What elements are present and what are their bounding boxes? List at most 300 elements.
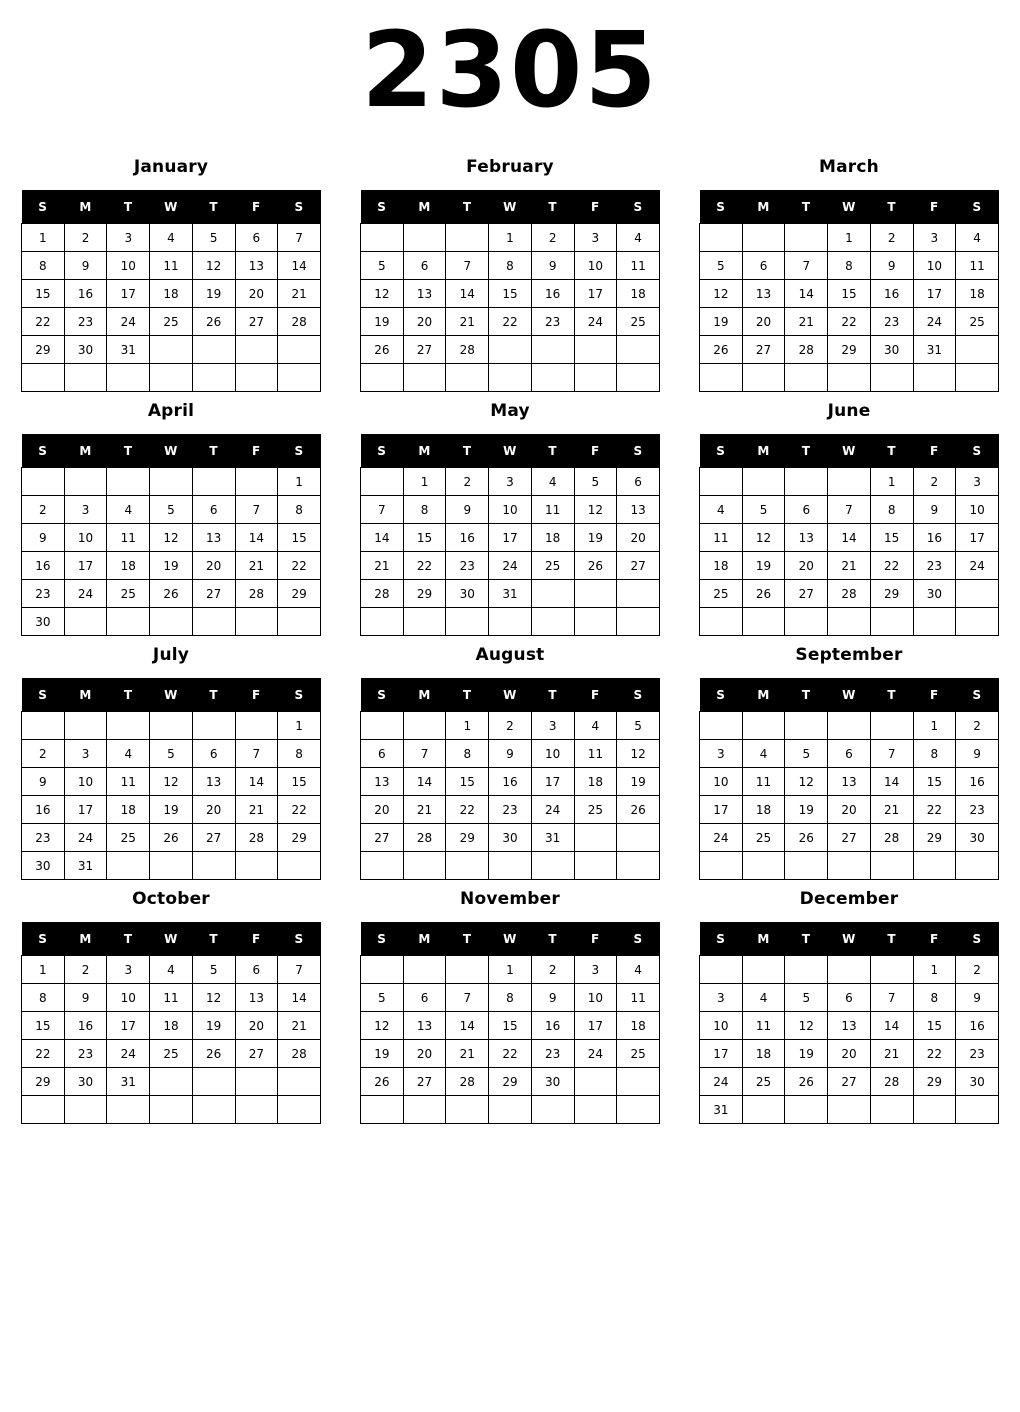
day-cell[interactable]: 7 xyxy=(828,496,871,524)
day-cell[interactable]: 30 xyxy=(22,852,65,880)
day-cell[interactable]: 2 xyxy=(913,468,956,496)
day-cell[interactable]: 17 xyxy=(107,1012,150,1040)
day-cell[interactable]: 10 xyxy=(956,496,999,524)
day-cell[interactable]: 21 xyxy=(870,796,913,824)
day-cell[interactable]: 14 xyxy=(870,768,913,796)
day-cell[interactable]: 15 xyxy=(278,768,321,796)
day-cell[interactable]: 28 xyxy=(870,1068,913,1096)
day-cell[interactable]: 15 xyxy=(22,1012,65,1040)
day-cell[interactable]: 17 xyxy=(574,1012,617,1040)
day-cell[interactable]: 1 xyxy=(489,956,532,984)
day-cell[interactable]: 17 xyxy=(913,280,956,308)
day-cell[interactable]: 27 xyxy=(235,308,278,336)
day-cell[interactable]: 13 xyxy=(403,280,446,308)
day-cell[interactable]: 18 xyxy=(107,552,150,580)
day-cell[interactable]: 10 xyxy=(574,252,617,280)
day-cell[interactable]: 31 xyxy=(107,1068,150,1096)
day-cell[interactable]: 9 xyxy=(870,252,913,280)
day-cell[interactable]: 25 xyxy=(617,1040,660,1068)
day-cell[interactable]: 28 xyxy=(446,336,489,364)
day-cell[interactable]: 20 xyxy=(828,1040,871,1068)
day-cell[interactable]: 5 xyxy=(192,956,235,984)
day-cell[interactable]: 31 xyxy=(913,336,956,364)
day-cell[interactable]: 20 xyxy=(192,796,235,824)
day-cell[interactable]: 5 xyxy=(700,252,743,280)
day-cell[interactable]: 18 xyxy=(956,280,999,308)
day-cell[interactable]: 20 xyxy=(828,796,871,824)
day-cell[interactable]: 28 xyxy=(235,580,278,608)
day-cell[interactable]: 17 xyxy=(531,768,574,796)
day-cell[interactable]: 21 xyxy=(446,308,489,336)
day-cell[interactable]: 20 xyxy=(235,1012,278,1040)
day-cell[interactable]: 27 xyxy=(785,580,828,608)
day-cell[interactable]: 28 xyxy=(446,1068,489,1096)
day-cell[interactable]: 2 xyxy=(531,956,574,984)
day-cell[interactable]: 4 xyxy=(574,712,617,740)
day-cell[interactable]: 13 xyxy=(235,252,278,280)
day-cell[interactable]: 13 xyxy=(403,1012,446,1040)
day-cell[interactable]: 24 xyxy=(489,552,532,580)
day-cell[interactable]: 1 xyxy=(278,468,321,496)
day-cell[interactable]: 25 xyxy=(107,824,150,852)
day-cell[interactable]: 13 xyxy=(785,524,828,552)
day-cell[interactable]: 23 xyxy=(531,1040,574,1068)
day-cell[interactable]: 8 xyxy=(278,740,321,768)
day-cell[interactable]: 26 xyxy=(574,552,617,580)
day-cell[interactable]: 2 xyxy=(64,224,107,252)
day-cell[interactable]: 27 xyxy=(192,824,235,852)
day-cell[interactable]: 28 xyxy=(870,824,913,852)
day-cell[interactable]: 23 xyxy=(64,1040,107,1068)
day-cell[interactable]: 6 xyxy=(403,252,446,280)
day-cell[interactable]: 30 xyxy=(64,336,107,364)
day-cell[interactable]: 21 xyxy=(403,796,446,824)
day-cell[interactable]: 1 xyxy=(278,712,321,740)
day-cell[interactable]: 14 xyxy=(361,524,404,552)
day-cell[interactable]: 29 xyxy=(278,580,321,608)
day-cell[interactable]: 29 xyxy=(913,824,956,852)
day-cell[interactable]: 6 xyxy=(403,984,446,1012)
day-cell[interactable]: 4 xyxy=(742,984,785,1012)
day-cell[interactable]: 26 xyxy=(700,336,743,364)
day-cell[interactable]: 24 xyxy=(574,1040,617,1068)
day-cell[interactable]: 20 xyxy=(235,280,278,308)
day-cell[interactable]: 18 xyxy=(107,796,150,824)
day-cell[interactable]: 19 xyxy=(150,796,193,824)
day-cell[interactable]: 11 xyxy=(742,1012,785,1040)
day-cell[interactable]: 11 xyxy=(742,768,785,796)
day-cell[interactable]: 22 xyxy=(22,1040,65,1068)
day-cell[interactable]: 9 xyxy=(22,768,65,796)
day-cell[interactable]: 25 xyxy=(742,1068,785,1096)
day-cell[interactable]: 8 xyxy=(22,984,65,1012)
day-cell[interactable]: 8 xyxy=(489,252,532,280)
day-cell[interactable]: 9 xyxy=(64,984,107,1012)
day-cell[interactable]: 9 xyxy=(64,252,107,280)
day-cell[interactable]: 24 xyxy=(913,308,956,336)
day-cell[interactable]: 20 xyxy=(785,552,828,580)
day-cell[interactable]: 22 xyxy=(489,1040,532,1068)
day-cell[interactable]: 11 xyxy=(531,496,574,524)
day-cell[interactable]: 12 xyxy=(192,252,235,280)
day-cell[interactable]: 12 xyxy=(361,1012,404,1040)
day-cell[interactable]: 22 xyxy=(828,308,871,336)
day-cell[interactable]: 18 xyxy=(742,1040,785,1068)
day-cell[interactable]: 10 xyxy=(700,768,743,796)
day-cell[interactable]: 25 xyxy=(700,580,743,608)
day-cell[interactable]: 23 xyxy=(531,308,574,336)
day-cell[interactable]: 3 xyxy=(489,468,532,496)
day-cell[interactable]: 19 xyxy=(742,552,785,580)
day-cell[interactable]: 28 xyxy=(828,580,871,608)
day-cell[interactable]: 7 xyxy=(403,740,446,768)
day-cell[interactable]: 29 xyxy=(828,336,871,364)
day-cell[interactable]: 4 xyxy=(150,224,193,252)
day-cell[interactable]: 15 xyxy=(403,524,446,552)
day-cell[interactable]: 15 xyxy=(278,524,321,552)
day-cell[interactable]: 31 xyxy=(64,852,107,880)
day-cell[interactable]: 28 xyxy=(235,824,278,852)
day-cell[interactable]: 14 xyxy=(446,1012,489,1040)
day-cell[interactable]: 25 xyxy=(742,824,785,852)
day-cell[interactable]: 17 xyxy=(107,280,150,308)
day-cell[interactable]: 12 xyxy=(617,740,660,768)
day-cell[interactable]: 19 xyxy=(785,796,828,824)
day-cell[interactable]: 10 xyxy=(64,768,107,796)
day-cell[interactable]: 31 xyxy=(107,336,150,364)
day-cell[interactable]: 9 xyxy=(489,740,532,768)
day-cell[interactable]: 4 xyxy=(150,956,193,984)
day-cell[interactable]: 4 xyxy=(742,740,785,768)
day-cell[interactable]: 8 xyxy=(278,496,321,524)
day-cell[interactable]: 3 xyxy=(64,740,107,768)
day-cell[interactable]: 13 xyxy=(742,280,785,308)
day-cell[interactable]: 22 xyxy=(403,552,446,580)
day-cell[interactable]: 2 xyxy=(489,712,532,740)
day-cell[interactable]: 29 xyxy=(446,824,489,852)
day-cell[interactable]: 21 xyxy=(235,552,278,580)
day-cell[interactable]: 28 xyxy=(361,580,404,608)
day-cell[interactable]: 1 xyxy=(913,712,956,740)
day-cell[interactable]: 22 xyxy=(278,796,321,824)
day-cell[interactable]: 14 xyxy=(278,252,321,280)
day-cell[interactable]: 28 xyxy=(278,1040,321,1068)
day-cell[interactable]: 17 xyxy=(956,524,999,552)
day-cell[interactable]: 11 xyxy=(617,252,660,280)
day-cell[interactable]: 15 xyxy=(22,280,65,308)
day-cell[interactable]: 8 xyxy=(913,984,956,1012)
day-cell[interactable]: 7 xyxy=(870,984,913,1012)
day-cell[interactable]: 18 xyxy=(531,524,574,552)
day-cell[interactable]: 7 xyxy=(446,252,489,280)
day-cell[interactable]: 15 xyxy=(913,768,956,796)
day-cell[interactable]: 1 xyxy=(913,956,956,984)
day-cell[interactable]: 1 xyxy=(489,224,532,252)
day-cell[interactable]: 16 xyxy=(531,280,574,308)
day-cell[interactable]: 16 xyxy=(870,280,913,308)
day-cell[interactable]: 27 xyxy=(828,824,871,852)
day-cell[interactable]: 28 xyxy=(785,336,828,364)
day-cell[interactable]: 27 xyxy=(828,1068,871,1096)
day-cell[interactable]: 13 xyxy=(192,524,235,552)
day-cell[interactable]: 1 xyxy=(828,224,871,252)
day-cell[interactable]: 18 xyxy=(574,768,617,796)
day-cell[interactable]: 7 xyxy=(235,740,278,768)
day-cell[interactable]: 19 xyxy=(192,280,235,308)
day-cell[interactable]: 7 xyxy=(870,740,913,768)
day-cell[interactable]: 29 xyxy=(913,1068,956,1096)
day-cell[interactable]: 20 xyxy=(617,524,660,552)
day-cell[interactable]: 27 xyxy=(617,552,660,580)
day-cell[interactable]: 29 xyxy=(403,580,446,608)
day-cell[interactable]: 6 xyxy=(192,740,235,768)
day-cell[interactable]: 25 xyxy=(531,552,574,580)
day-cell[interactable]: 24 xyxy=(700,1068,743,1096)
day-cell[interactable]: 24 xyxy=(574,308,617,336)
day-cell[interactable]: 30 xyxy=(22,608,65,636)
day-cell[interactable]: 23 xyxy=(956,796,999,824)
day-cell[interactable]: 11 xyxy=(956,252,999,280)
day-cell[interactable]: 3 xyxy=(956,468,999,496)
day-cell[interactable]: 23 xyxy=(956,1040,999,1068)
day-cell[interactable]: 11 xyxy=(107,768,150,796)
day-cell[interactable]: 28 xyxy=(403,824,446,852)
day-cell[interactable]: 16 xyxy=(446,524,489,552)
day-cell[interactable]: 10 xyxy=(700,1012,743,1040)
day-cell[interactable]: 19 xyxy=(785,1040,828,1068)
day-cell[interactable]: 16 xyxy=(956,768,999,796)
day-cell[interactable]: 29 xyxy=(22,1068,65,1096)
day-cell[interactable]: 17 xyxy=(489,524,532,552)
day-cell[interactable]: 22 xyxy=(22,308,65,336)
day-cell[interactable]: 6 xyxy=(235,224,278,252)
day-cell[interactable]: 14 xyxy=(278,984,321,1012)
day-cell[interactable]: 15 xyxy=(913,1012,956,1040)
day-cell[interactable]: 10 xyxy=(107,984,150,1012)
day-cell[interactable]: 21 xyxy=(278,1012,321,1040)
day-cell[interactable]: 6 xyxy=(785,496,828,524)
day-cell[interactable]: 9 xyxy=(956,984,999,1012)
day-cell[interactable]: 4 xyxy=(531,468,574,496)
day-cell[interactable]: 10 xyxy=(913,252,956,280)
day-cell[interactable]: 26 xyxy=(192,308,235,336)
day-cell[interactable]: 3 xyxy=(107,224,150,252)
day-cell[interactable]: 19 xyxy=(361,1040,404,1068)
day-cell[interactable]: 30 xyxy=(870,336,913,364)
day-cell[interactable]: 5 xyxy=(361,984,404,1012)
day-cell[interactable]: 16 xyxy=(531,1012,574,1040)
day-cell[interactable]: 22 xyxy=(913,1040,956,1068)
day-cell[interactable]: 3 xyxy=(700,740,743,768)
day-cell[interactable]: 4 xyxy=(617,224,660,252)
day-cell[interactable]: 24 xyxy=(64,580,107,608)
day-cell[interactable]: 12 xyxy=(192,984,235,1012)
day-cell[interactable]: 26 xyxy=(785,824,828,852)
day-cell[interactable]: 2 xyxy=(64,956,107,984)
day-cell[interactable]: 2 xyxy=(531,224,574,252)
day-cell[interactable]: 23 xyxy=(22,580,65,608)
day-cell[interactable]: 12 xyxy=(785,1012,828,1040)
day-cell[interactable]: 5 xyxy=(742,496,785,524)
day-cell[interactable]: 9 xyxy=(956,740,999,768)
day-cell[interactable]: 26 xyxy=(742,580,785,608)
day-cell[interactable]: 16 xyxy=(913,524,956,552)
day-cell[interactable]: 13 xyxy=(192,768,235,796)
day-cell[interactable]: 6 xyxy=(192,496,235,524)
day-cell[interactable]: 14 xyxy=(403,768,446,796)
day-cell[interactable]: 14 xyxy=(785,280,828,308)
day-cell[interactable]: 11 xyxy=(150,252,193,280)
day-cell[interactable]: 4 xyxy=(107,740,150,768)
day-cell[interactable]: 18 xyxy=(150,1012,193,1040)
day-cell[interactable]: 8 xyxy=(489,984,532,1012)
day-cell[interactable]: 30 xyxy=(446,580,489,608)
day-cell[interactable]: 9 xyxy=(22,524,65,552)
day-cell[interactable]: 11 xyxy=(107,524,150,552)
day-cell[interactable]: 17 xyxy=(64,796,107,824)
day-cell[interactable]: 16 xyxy=(22,552,65,580)
day-cell[interactable]: 8 xyxy=(828,252,871,280)
day-cell[interactable]: 5 xyxy=(150,496,193,524)
day-cell[interactable]: 21 xyxy=(278,280,321,308)
day-cell[interactable]: 24 xyxy=(64,824,107,852)
day-cell[interactable]: 29 xyxy=(870,580,913,608)
day-cell[interactable]: 19 xyxy=(150,552,193,580)
day-cell[interactable]: 12 xyxy=(574,496,617,524)
day-cell[interactable]: 19 xyxy=(617,768,660,796)
day-cell[interactable]: 24 xyxy=(107,1040,150,1068)
day-cell[interactable]: 15 xyxy=(489,280,532,308)
day-cell[interactable]: 13 xyxy=(828,768,871,796)
day-cell[interactable]: 21 xyxy=(361,552,404,580)
day-cell[interactable]: 3 xyxy=(64,496,107,524)
day-cell[interactable]: 1 xyxy=(870,468,913,496)
day-cell[interactable]: 1 xyxy=(22,956,65,984)
day-cell[interactable]: 10 xyxy=(531,740,574,768)
day-cell[interactable]: 3 xyxy=(700,984,743,1012)
day-cell[interactable]: 5 xyxy=(192,224,235,252)
day-cell[interactable]: 8 xyxy=(22,252,65,280)
day-cell[interactable]: 22 xyxy=(278,552,321,580)
day-cell[interactable]: 25 xyxy=(956,308,999,336)
day-cell[interactable]: 11 xyxy=(574,740,617,768)
day-cell[interactable]: 31 xyxy=(700,1096,743,1124)
day-cell[interactable]: 17 xyxy=(700,796,743,824)
day-cell[interactable]: 28 xyxy=(278,308,321,336)
day-cell[interactable]: 23 xyxy=(489,796,532,824)
day-cell[interactable]: 26 xyxy=(192,1040,235,1068)
day-cell[interactable]: 13 xyxy=(617,496,660,524)
day-cell[interactable]: 29 xyxy=(489,1068,532,1096)
day-cell[interactable]: 9 xyxy=(531,252,574,280)
day-cell[interactable]: 2 xyxy=(956,712,999,740)
day-cell[interactable]: 1 xyxy=(22,224,65,252)
day-cell[interactable]: 21 xyxy=(235,796,278,824)
day-cell[interactable]: 14 xyxy=(446,280,489,308)
day-cell[interactable]: 30 xyxy=(531,1068,574,1096)
day-cell[interactable]: 17 xyxy=(700,1040,743,1068)
day-cell[interactable]: 27 xyxy=(361,824,404,852)
day-cell[interactable]: 27 xyxy=(742,336,785,364)
day-cell[interactable]: 8 xyxy=(913,740,956,768)
day-cell[interactable]: 7 xyxy=(278,224,321,252)
day-cell[interactable]: 30 xyxy=(956,824,999,852)
day-cell[interactable]: 21 xyxy=(446,1040,489,1068)
day-cell[interactable]: 4 xyxy=(107,496,150,524)
day-cell[interactable]: 12 xyxy=(700,280,743,308)
day-cell[interactable]: 31 xyxy=(489,580,532,608)
day-cell[interactable]: 25 xyxy=(150,1040,193,1068)
day-cell[interactable]: 27 xyxy=(403,1068,446,1096)
day-cell[interactable]: 26 xyxy=(617,796,660,824)
day-cell[interactable]: 11 xyxy=(150,984,193,1012)
day-cell[interactable]: 21 xyxy=(828,552,871,580)
day-cell[interactable]: 18 xyxy=(742,796,785,824)
day-cell[interactable]: 9 xyxy=(446,496,489,524)
day-cell[interactable]: 22 xyxy=(489,308,532,336)
day-cell[interactable]: 12 xyxy=(742,524,785,552)
day-cell[interactable]: 5 xyxy=(361,252,404,280)
day-cell[interactable]: 10 xyxy=(574,984,617,1012)
day-cell[interactable]: 23 xyxy=(446,552,489,580)
day-cell[interactable]: 19 xyxy=(361,308,404,336)
day-cell[interactable]: 17 xyxy=(64,552,107,580)
day-cell[interactable]: 5 xyxy=(574,468,617,496)
day-cell[interactable]: 24 xyxy=(956,552,999,580)
day-cell[interactable]: 26 xyxy=(150,824,193,852)
day-cell[interactable]: 14 xyxy=(235,524,278,552)
day-cell[interactable]: 18 xyxy=(617,1012,660,1040)
day-cell[interactable]: 6 xyxy=(828,740,871,768)
day-cell[interactable]: 1 xyxy=(446,712,489,740)
day-cell[interactable]: 15 xyxy=(828,280,871,308)
day-cell[interactable]: 27 xyxy=(403,336,446,364)
day-cell[interactable]: 3 xyxy=(574,956,617,984)
day-cell[interactable]: 21 xyxy=(870,1040,913,1068)
day-cell[interactable]: 7 xyxy=(235,496,278,524)
day-cell[interactable]: 24 xyxy=(531,796,574,824)
day-cell[interactable]: 3 xyxy=(913,224,956,252)
day-cell[interactable]: 17 xyxy=(574,280,617,308)
day-cell[interactable]: 4 xyxy=(617,956,660,984)
day-cell[interactable]: 16 xyxy=(64,280,107,308)
day-cell[interactable]: 12 xyxy=(150,524,193,552)
day-cell[interactable]: 11 xyxy=(617,984,660,1012)
day-cell[interactable]: 25 xyxy=(107,580,150,608)
day-cell[interactable]: 7 xyxy=(785,252,828,280)
day-cell[interactable]: 30 xyxy=(489,824,532,852)
day-cell[interactable]: 7 xyxy=(278,956,321,984)
day-cell[interactable]: 24 xyxy=(107,308,150,336)
day-cell[interactable]: 15 xyxy=(870,524,913,552)
day-cell[interactable]: 2 xyxy=(956,956,999,984)
day-cell[interactable]: 1 xyxy=(403,468,446,496)
day-cell[interactable]: 14 xyxy=(235,768,278,796)
day-cell[interactable]: 15 xyxy=(489,1012,532,1040)
day-cell[interactable]: 7 xyxy=(446,984,489,1012)
day-cell[interactable]: 16 xyxy=(956,1012,999,1040)
day-cell[interactable]: 23 xyxy=(913,552,956,580)
day-cell[interactable]: 6 xyxy=(361,740,404,768)
day-cell[interactable]: 18 xyxy=(700,552,743,580)
day-cell[interactable]: 2 xyxy=(446,468,489,496)
day-cell[interactable]: 8 xyxy=(446,740,489,768)
day-cell[interactable]: 6 xyxy=(617,468,660,496)
day-cell[interactable]: 16 xyxy=(489,768,532,796)
day-cell[interactable]: 20 xyxy=(742,308,785,336)
day-cell[interactable]: 15 xyxy=(446,768,489,796)
day-cell[interactable]: 25 xyxy=(574,796,617,824)
